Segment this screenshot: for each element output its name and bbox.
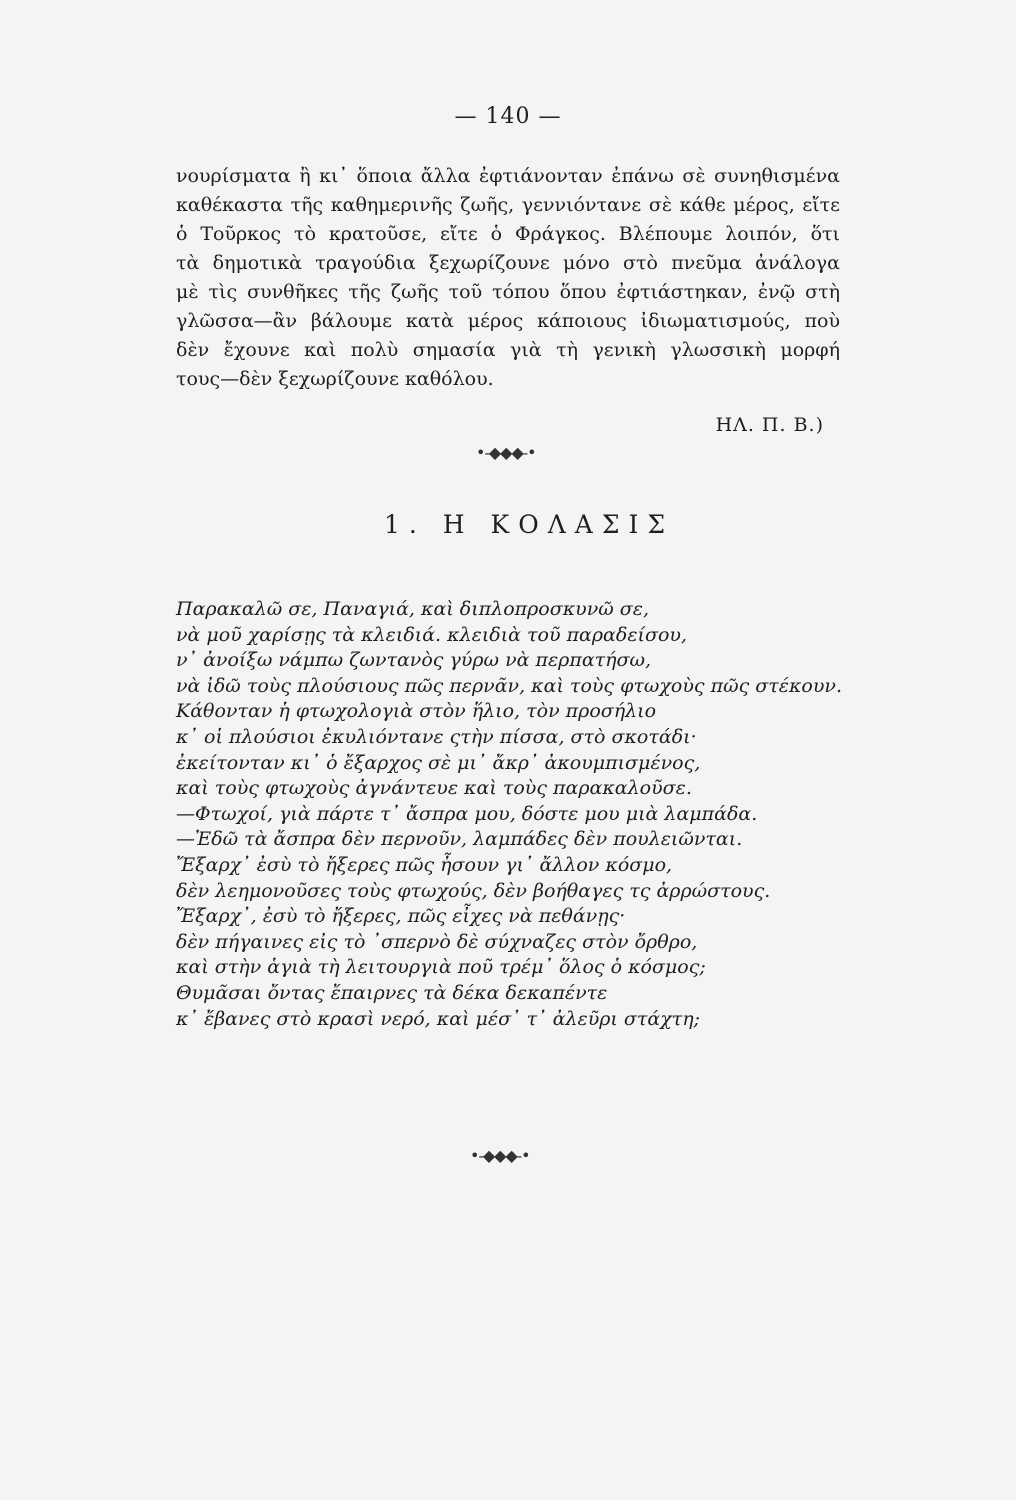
poem-verse: Ἔξαρχ᾿ ἐσὺ τὸ ἤξερες πῶς ἦσουν γι᾿ ἄλλον κόσμο, <box>176 853 673 876</box>
poem-verse: κ᾿ ἔβανες στὸ κρασὶ νερό, καὶ μέσ᾿ τ᾿ ἀλεῦρι στάχτη; <box>176 1007 701 1030</box>
poem-verse: Κάθονταν ἡ φτωχολογιὰ στὸν ἥλιο, τὸν προσήλιο <box>176 700 657 723</box>
poem-verse: —Φτωχοί, γιὰ πάρτε τ᾿ ἄσπρα μου, δόστε μου μιὰ λαμπάδα. <box>176 802 758 825</box>
poem-verse: καὶ τοὺς φτωχοὺς ἀγνάντευε καὶ τοὺς παρακαλοῦσε. <box>176 777 692 800</box>
poem-verse: ἐκείτονταν κι᾿ ὁ ἔξαρχος σὲ μι᾿ ἄκρ᾿ ἀκουμπισμένος, <box>176 751 701 774</box>
ornament-divider-icon: •-◆◆◆-• <box>470 1146 530 1165</box>
poem-verse: Θυμᾶσαι ὄντας ἔπαιρνες τὰ δέκα δεκαπέντε <box>176 981 608 1004</box>
prose-line: νουρίσματα ἢ κι᾿ ὅποια ἄλλα ἐφτιάνονταν ἐπάνω σὲ συνηθισμένα <box>176 165 840 187</box>
prose-line: καθέκαστα τῆς καθημερινῆς ζωῆς, γεννιόντανε σὲ κάθε μέρος, εἴτε <box>176 194 840 216</box>
poem-verse: Παρακαλῶ σε, Παναγιά, καὶ διπλοπροσκυνῶ σε, <box>176 598 650 620</box>
poem-verse: νὰ ἰδῶ τοὺς πλούσιους πῶς περνᾶν, καὶ τοὺς φτωχοὺς πῶς στέκουν. <box>176 674 842 697</box>
poem-verse: δὲν λεημονοῦσες τοὺς φτωχούς, δὲν βοήθαγες τς ἀρρώστους. <box>176 879 771 902</box>
poem-verse: κ᾿ οἱ πλούσιοι ἐκυλιόντανε ςτὴν πίσσα, στὸ σκοτάδι· <box>176 725 697 748</box>
prose-line: τὰ δημοτικὰ τραγούδια ξεχωρίζουνε μόνο στὸ πνεῦμα ἀνάλογα <box>176 252 840 274</box>
page-number: — 140 — <box>454 104 562 129</box>
poem-body <box>176 597 876 1032</box>
prose-paragraph <box>176 162 840 394</box>
poem-verse: δὲν πήγαινες εἰς τὸ ᾿σπερνὸ δὲ σύχναζες στὸν ὄρθρο, <box>176 930 698 953</box>
poem-verse: νὰ μοῦ χαρίσῃς τὰ κλειδιά. κλειδιὰ τοῦ παραδείσου, <box>176 623 687 646</box>
poem-verse: καὶ στὴν ἁγιὰ τὴ λειτουργιὰ ποῦ τρέμ᾿ ὅλος ὁ κόσμος; <box>176 956 706 979</box>
prose-line: τους—δὲν ξεχωρίζουνε καθόλου. <box>176 368 494 390</box>
poem-verse: Ἔξαρχ᾿, ἐσὺ τὸ ἤξερες, πῶς εἶχες νὰ πεθάνῃς· <box>176 905 626 928</box>
prose-line: δὲν ἔχουνε καὶ πολὺ σημασία γιὰ τὴ γενικὴ γλωσσικὴ μορφή <box>176 339 840 361</box>
ornament-divider-icon: •-◆◆◆-• <box>476 443 536 462</box>
poem-verse: ν᾿ ἀνοίξω νάμπω ζωντανὸς γύρω νὰ περπατήσω, <box>176 649 652 672</box>
prose-line: γλῶσσα—ἂν βάλουμε κατὰ μέρος κάποιους ἰδιωματισμούς, ποὺ <box>176 310 840 332</box>
prose-line: μὲ τὶς συνθῆκες τῆς ζωῆς τοῦ τόπου ὅπου ἐφτιάστηκαν, ἐνῷ στὴ <box>176 281 840 303</box>
prose-line: ὁ Τοῦρκος τὸ κρατοῦσε, εἴτε ὁ Φράγκος. Βλέπουμε λοιπόν, ὅτι <box>176 223 840 245</box>
poem-verse: —Ἐδῶ τὰ ἄσπρα δὲν περνοῦν, λαμπάδες δὲν πουλειῶνται. <box>176 828 743 851</box>
author-signature: ΗΛ. Π. Β.) <box>715 414 824 436</box>
poem-title: 1. Η ΚΟΛΑΣΙΣ <box>384 510 675 539</box>
